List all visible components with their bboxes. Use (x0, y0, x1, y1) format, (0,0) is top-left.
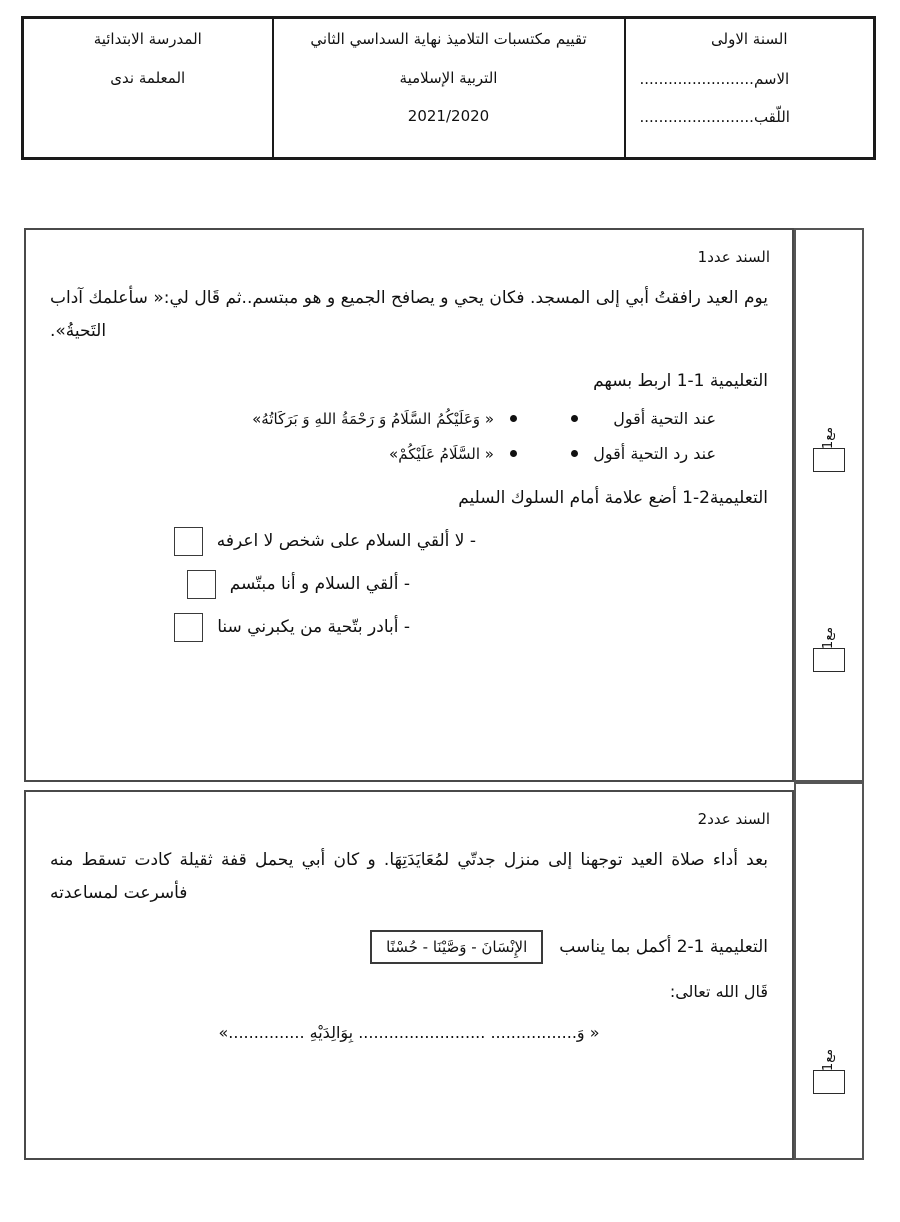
header-cell-exam (273, 18, 625, 159)
section1-row (24, 228, 876, 782)
section2-passage: بعد أداء صلاة العيد توجهنا إلى منزل جدتّي لمُعَايَدَتِهَا. و كان أبي يحمل قفة ثقيلة كادت تسقط منه فأسرعت لمساعدته (50, 850, 768, 904)
task1-2-label: التعليمية (709, 488, 768, 509)
task1-1-label: التعليمية (709, 371, 768, 392)
section1-title-label: السند عدد (707, 248, 770, 266)
section2-task1-instruction (559, 934, 768, 961)
checkbox-item[interactable] (50, 613, 768, 642)
exam-title: تقييم مكتسبات التلاميذ نهاية السداسي الثاني (310, 30, 587, 48)
match-dot-right-1[interactable] (510, 415, 517, 422)
match-right-label-2: « السَّلَامُ عَلَيْكُمْ» (389, 444, 494, 463)
student-name-label: الاسم (753, 69, 790, 88)
student-name-dots: ........................ (639, 69, 754, 88)
score-column-section2 (794, 782, 864, 1160)
section2-title-number: 2 (697, 810, 708, 828)
score-label-2: مع1 (821, 626, 837, 650)
score-mark-2 (796, 626, 862, 672)
score-mark-1 (796, 426, 862, 472)
section1-title-number: 1 (697, 248, 708, 266)
student-surname-dots: ........................ (639, 107, 754, 126)
section2-row (24, 782, 876, 1160)
header-cell-student (625, 18, 875, 159)
task2-1-code: 2-1 (676, 936, 705, 957)
score-input-box-3[interactable] (813, 1070, 845, 1094)
section1-task1-instruction (50, 368, 768, 395)
match-dot-right-2[interactable] (510, 450, 517, 457)
student-surname-field[interactable] (640, 108, 860, 126)
ayah-intro: قَال الله تعالى: (669, 982, 768, 1002)
score-label-3: مع1 (821, 1048, 837, 1072)
section1-task2-instruction (50, 485, 768, 512)
header-info-table (21, 16, 876, 160)
student-name-field[interactable] (640, 70, 860, 88)
header-table-row (23, 18, 875, 159)
match-right-label-1: « وَعَلَيْكُمُ السَّلَامُ وَ رَحْمَةُ اللهِ وَ بَرَكَاتُهُ» (252, 409, 494, 428)
score-column-section1 (794, 228, 864, 782)
score-input-box-2[interactable] (813, 648, 845, 672)
section2-task1-instruction-row (50, 930, 768, 964)
teacher-name: المعلمة ندى (110, 68, 186, 87)
header-cell-school (23, 18, 273, 159)
section1-main-column (24, 228, 794, 782)
checkbox-item[interactable] (50, 570, 768, 599)
score-label-1: مع1 (821, 426, 837, 450)
checkbox-input-3[interactable] (174, 613, 203, 642)
grade-level: السنة الاولى (711, 30, 788, 48)
checkbox-input-2[interactable] (187, 570, 216, 599)
checkbox-label-2: - ألقي السلام و أنا مبتّسم (229, 574, 410, 595)
section1-title (44, 248, 770, 266)
section1-passage: يوم العيد رافقتُ أبي إلى المسجد. فكان يحي و يصافح الجميع و هو مبتسم..ثم قَال لي:« سأعلمك آداب التَحيةُ». (50, 288, 768, 342)
match-dot-left-2[interactable] (571, 450, 578, 457)
student-surname-label: اللّقب (753, 107, 790, 126)
task1-2-verb: أضع علامة أمام السلوك السليم (458, 488, 677, 509)
match-left-label-1: عند التحية أقول (613, 409, 716, 429)
section1-box (24, 228, 794, 782)
checkbox-label-3: - أبادر بتّحية من يكبرني سنا (217, 617, 410, 638)
match-row[interactable] (50, 444, 768, 463)
exam-body (24, 228, 876, 1160)
match-row[interactable] (50, 409, 768, 428)
task2-1-verb: أكمل بما يناسب (559, 936, 672, 957)
exam-subject: التربية الإسلامية (399, 68, 498, 87)
word-bank-box: الإِنْسَانَ - وَصَّيْنَا - حُسْنًا (370, 930, 543, 964)
score-input-box-1[interactable] (813, 448, 845, 472)
task1-1-verb: اربط بسهم (593, 371, 672, 392)
task1-2-code: 1-2 (682, 488, 710, 509)
exam-school-year: 2021/2020 (407, 107, 490, 125)
section2-main-column (24, 782, 794, 1160)
ayah-fill-in-blank[interactable]: « وَ................. ......................... بِوَالِدَيْهِ ...............» (218, 1023, 600, 1043)
checkbox-input-1[interactable] (174, 527, 203, 556)
checkbox-item[interactable] (50, 527, 768, 556)
task1-1-code: 1-1 (676, 371, 705, 392)
match-dot-left-1[interactable] (571, 415, 578, 422)
section2-box (24, 790, 794, 1160)
match-left-label-2: عند رد التحية أقول (593, 444, 716, 464)
checkbox-label-1: - لا ألقي السلام على شخص لا اعرفه (216, 531, 476, 552)
score-mark-3 (796, 1048, 862, 1094)
school-name: المدرسة الابتدائية (93, 30, 202, 48)
section2-title-label: السند عدد (707, 810, 770, 828)
task2-1-label: التعليمية (709, 936, 768, 957)
section2-title (44, 810, 770, 828)
